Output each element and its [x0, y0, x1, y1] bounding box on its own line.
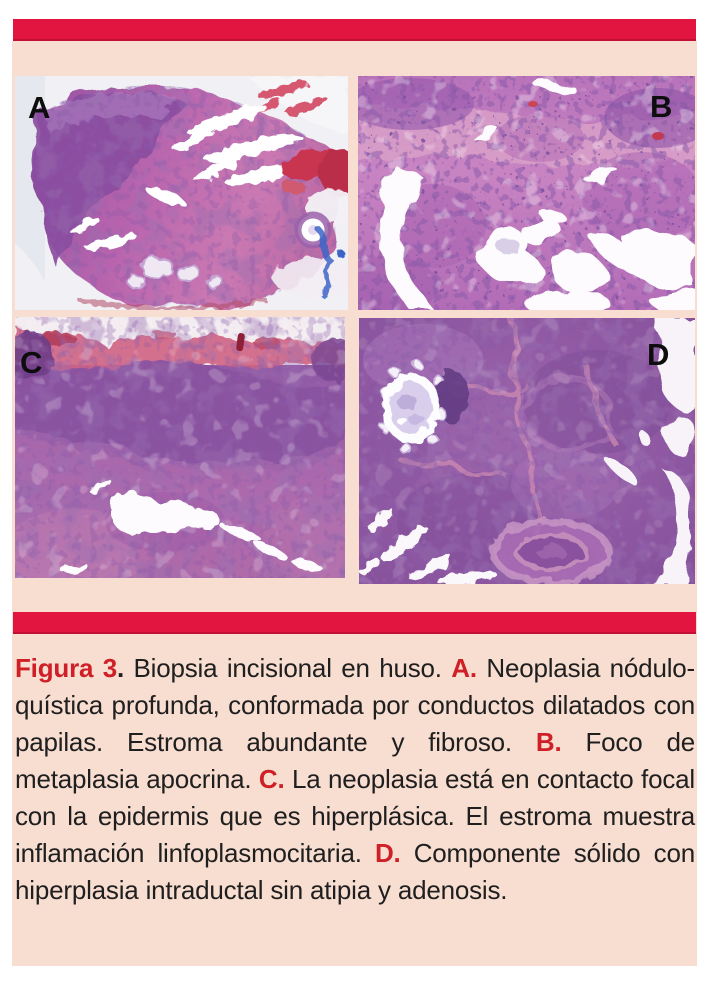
panel-c-image — [15, 317, 345, 578]
panel-a-photomicrograph — [15, 76, 348, 310]
panel-a-image — [15, 76, 348, 310]
caption-label-c: C. — [258, 764, 285, 794]
caption-text-c: La neoplasia está en contacto focal con la epidermis que es hiperplásica. El estroma muestra inflamación linfoplasmocitaria. — [15, 764, 695, 868]
caption-figure-number: Figura 3 — [15, 653, 117, 683]
caption-label-d: D. — [374, 838, 401, 868]
separator-accent-bar — [13, 612, 696, 634]
caption-label-a: A. — [451, 653, 477, 683]
panel-c-letter: C — [20, 345, 43, 380]
caption-period: . — [116, 653, 134, 683]
caption-text-b: Foco de metaplasia apocrina. — [15, 727, 695, 794]
panel-b-photomicrograph — [358, 76, 695, 310]
caption-label-b: B. — [535, 727, 562, 757]
panel-d-image — [359, 318, 695, 584]
caption-text-a: Neoplasia nódulo-quística profunda, conformada por conductos dilatados con papilas. Estroma abundante y fibroso. — [15, 653, 695, 757]
panel-b-image — [358, 76, 695, 310]
panel-d-whorl-ducts — [493, 522, 609, 582]
panel-a-letter: A — [28, 90, 51, 125]
figure-caption — [15, 650, 695, 909]
panel-d-letter: D — [647, 337, 670, 372]
panel-c-photomicrograph — [15, 317, 345, 578]
panel-b-letter: B — [650, 89, 673, 124]
caption-text-d: Componente sólido con hiperplasia intraductal sin atipia y adenosis. — [15, 838, 695, 905]
top-accent-bar — [13, 19, 696, 41]
caption-text: Biopsia incisional en huso. — [133, 653, 452, 683]
panel-d-photomicrograph — [359, 318, 695, 584]
